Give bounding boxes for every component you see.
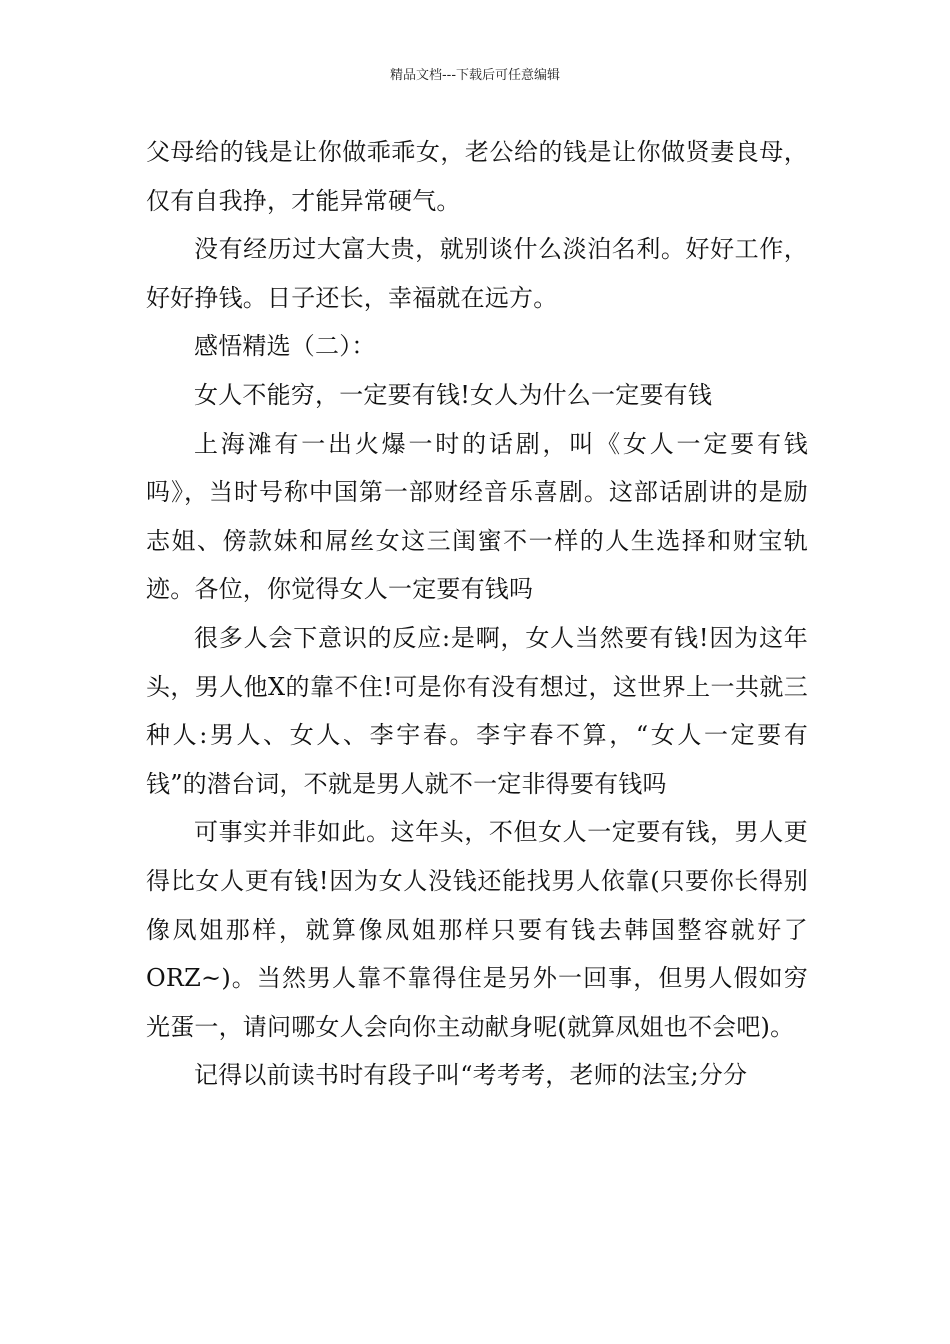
paragraph-8: 记得以前读书时有段子叫“考考考，老师的法宝;分分 xyxy=(194,1061,748,1090)
paragraph-6: 很多人会下意识的反应:是啊，女人当然要有钱!因为这年头，男人他X的靠不住!可是你有没有想过，这世界上一共就三种人:男人、女人、李宇春。李宇春不算，“女人一定要有钱”的潜台词，不就是男人就不一定非得要有钱吗 xyxy=(146,623,808,798)
paragraph-7: 可事实并非如此。这年头，不但女人一定要有钱，男人更得比女人更有钱!因为女人没钱还能找男人依靠(只要你长得别像凤姐那样，就算像凤姐那样只要有钱去韩国整容就好了ORZ~)。当然男人靠不靠得住是另外一回事，但男人假如穷光蛋一，请问哪女人会向你主动献身呢(就算凤姐也不会吧)。 xyxy=(146,818,808,1041)
document-body xyxy=(146,128,808,1100)
section-heading: 感悟精选（二）： xyxy=(194,332,376,361)
page-header: 精品文档---下载后可任意编辑 xyxy=(389,68,561,83)
section-subtitle: 女人不能穷，一定要有钱!女人为什么一定要有钱 xyxy=(194,380,713,409)
paragraph-2: 没有经历过大富大贵，就别谈什么淡泊名利。好好工作，好好挣钱。日子还长，幸福就在远方。 xyxy=(146,235,808,312)
paragraph-1: 父母给的钱是让你做乖乖女，老公给的钱是让你做贤妻良母，仅有自我挣，才能异常硬气。 xyxy=(146,138,808,215)
paragraph-5: 上海滩有一出火爆一时的话剧，叫《女人一定要有钱吗》，当时号称中国第一部财经音乐喜剧。这部话剧讲的是励志姐、傍款妹和屌丝女这三闺蜜不一样的人生选择和财宝轨迹。各位，你觉得女人一定要有钱吗 xyxy=(146,429,808,604)
